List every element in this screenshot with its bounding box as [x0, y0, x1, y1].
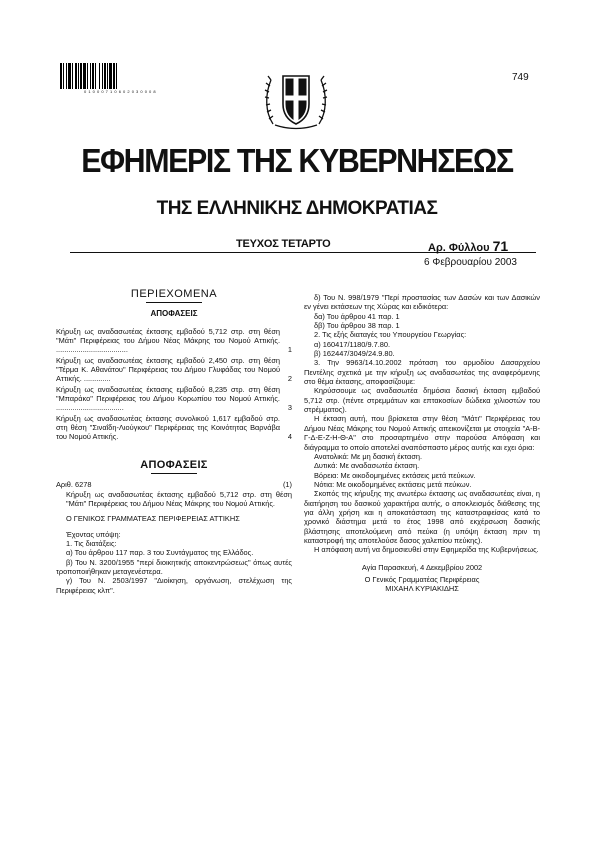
toc-item: [56, 327, 292, 355]
place-date: Αγία Παρασκευή, 4 Δεκεμβρίου 2002: [361, 562, 483, 572]
sheet-label-text: Αρ. Φύλλου: [428, 242, 490, 254]
contents-title: ΠΕΡΙΕΧΟΜΕΝΑ: [130, 288, 218, 300]
ministry-item: β) 162447/3049/24.9.80.: [314, 349, 395, 359]
decision-title: Κήρυξη ως αναδασωτέας έκτασης εμβαδού 5,712 στρ. στη θέση "Μάτι" Περιφέρειας του Δήμου Νέας Μάκρης του Νομού Αττικής.: [66, 489, 292, 508]
boundary-item: Δυτικά: Με αναδασωτέα έκταση.: [314, 461, 420, 471]
contents-rule: [146, 302, 202, 303]
toc-item-text: Κήρυξη ως αναδασωτέας έκτασης εμβαδού 2,450 στρ. στη θέση "Τέρμα Κ. Αθανάτου" Περιφέρειας του Δήμου Γλυφάδας του Νομού Αττικής. .............: [56, 355, 280, 384]
declaration-paragraph: Κηρύσσουμε ως αναδασωτέα δημόσια δασική έκταση εμβαδού 5,712 στρ. (πέντε στρεμμάτων και επτακοσίων δώδεκα χιλιοστών του στρέμματος).: [304, 386, 540, 415]
greek-coat-of-arms-icon: [263, 66, 329, 130]
boundary-item: Ανατολικά: Με μη δασική έκταση.: [314, 451, 423, 461]
decision-authority: Ο ΓΕΝΙΚΟΣ ΓΡΑΜΜΑΤΕΑΣ ΠΕΡΙΦΕΡΕΙΑΣ ΑΤΤΙΚΗΣ: [66, 514, 240, 524]
paragraph-3: 3. Την 9963/14.10.2002 πρόταση του αρμοδίου Δασαρχείου Πεντέλης σχετικά με την κήρυξη ως αναδασωτέας της αναφερόμενης στο θέμα έκτασης, αποφασίζουμε:: [304, 358, 540, 387]
decisions-rule: [151, 473, 197, 474]
toc-item-page: 1: [287, 345, 292, 355]
provisions-heading: 1. Τις διατάξεις:: [66, 538, 117, 548]
signatory-name: ΜΙΧΑΗΛ ΚΥΡΙΑΚΙΔΗΣ: [385, 584, 459, 594]
provision-item: δ) Του Ν. 998/1979 "Περί προστασίας των Δασών και των Δασικών εν γένει εκτάσεων της Χώρας και ειδικότερα:: [304, 293, 540, 312]
description-paragraph: Η έκταση αυτή, που βρίσκεται στην θέση "Μάτι" Περιφέρειας του Δήμου Νέας Μάκρης του Νομού Αττικής απεικονίζεται με στοιχεία "Α-Β-Γ-Δ-Ε-Ζ-Η-Θ-Α" στο προσαρτημένο στην παρούσα Απόφαση και διάγραμμα το οποίο αποτελεί αναπόσπαστο μέρος αυτής και εχει όρια:: [304, 414, 540, 452]
toc-item: [56, 356, 292, 384]
provision-item: γ) Του Ν. 2503/1997 "Διοίκηση, οργάνωση, στελέχωση της Περιφέρειας κλπ".: [56, 576, 292, 595]
decisions-heading: ΑΠΟΦΑΣΕΙΣ: [140, 458, 208, 471]
decision-ref: (1): [282, 480, 292, 490]
barcode-digits: 0 1 0 0 0 7 1 0 6 0 2 0 3 0 0 0 8: [84, 89, 157, 94]
right-column: [304, 293, 540, 594]
sheet-label: [428, 238, 508, 254]
toc-item-text: Κήρυξη ως αναδασωτέας έκτασης εμβαδού 8,235 στρ. στη θέση "Μπαράκο" Περιφέρειας του Δήμου Κορωπίου του Νομού Αττικής. .................................: [56, 384, 280, 413]
left-column: [56, 290, 292, 595]
toc-item-text: Κήρυξη ως αναδασωτέας έκτασης εμβαδού 5,712 στρ. στη θέση "Μάτι" Περιφέρειας του Δήμου Νέας Μάκρης του Νομού Αττικής. ...................................: [56, 326, 280, 355]
toc-item-page: 3: [287, 403, 292, 413]
page-number: 749: [512, 72, 529, 83]
toc-item: [56, 414, 292, 442]
provision-item: β) Του Ν. 3200/1955 "περί διοικητικής αποκεντρώσεως" όπως αυτές τροποποιήθηκαν μεταγενέστερα.: [56, 557, 292, 576]
ministry-heading: 2. Τις εξής διαταγές του Υπουργείου Γεωργίας:: [314, 330, 467, 340]
provision-subitem: δβ) Του άρθρου 38 παρ. 1: [314, 321, 400, 331]
toc-item-page: 2: [287, 374, 292, 384]
contents-subtitle: ΑΠΟΦΑΣΕΙΣ: [150, 309, 198, 319]
provision-subitem: δα) Του άρθρου 41 παρ. 1: [314, 311, 400, 321]
sheet-number: 71: [492, 238, 509, 254]
decision-number: Αριθ. 6278: [56, 480, 92, 490]
signatory-title: Ο Γενικός Γραμματέας Περιφέρειας: [364, 574, 480, 584]
publish-paragraph: Η απόφαση αυτή να δημοσιευθεί στην Εφημερίδα της Κυβερνήσεως.: [314, 545, 539, 555]
ministry-item: α) 160417/1180/9.7.80.: [314, 339, 391, 349]
boundary-item: Νότια: Με οικοδομημένες εκτάσεις μετά πεύκων.: [314, 479, 472, 489]
page-title: ΕΦΗΜΕΡΙΣ ΤΗΣ ΚΥΒΕΡΝΗΣΕΩΣ: [81, 142, 513, 179]
decision-intro: Έχοντας υπόψη:: [66, 529, 121, 539]
barcode: [60, 63, 144, 89]
provision-item: α) Του άρθρου 117 παρ. 3 του Συντάγματος της Ελλάδος.: [66, 548, 254, 558]
toc-item-text: Κήρυξη ως αναδασωτέας έκτασης συνολικού 1,617 εμβαδού στρ. στη θέση "Σιναΐδη-Λιούγκου" Περιφέρειας της Κοινότητας Βαρνάβα του Νομού Αττικής.: [56, 413, 280, 442]
issue-label: ΤΕΥΧΟΣ ΤΕΤΑΡΤΟ: [236, 238, 331, 250]
issue-date: 6 Φεβρουαρίου 2003: [424, 257, 517, 268]
boundary-item: Βόρεια: Με οικοδομημένες εκτάσεις μετά πεύκων.: [314, 470, 476, 480]
purpose-paragraph: Σκοπός της κήρυξης της ανωτέρω έκτασης ως αναδασωτέας είναι, η διατήρηση του δασικού χαρακτήρα αυτής, ο αποκλεισμός διάθεσης της για άλλη χρήση και η αποκατάσταση της καταστραφείσας κατά το χρονικό διάστημα μετά το έτος 1998 από εκχέρσωση δασικής βλάστησης αποτελούμενη από πεύκα (η υπόψη έκταση πριν τη καταστροφή της αποτελούσε δασος χαλεπίου πεύκης).: [304, 489, 540, 545]
decision-number-row: [56, 480, 292, 489]
toc-item: [56, 385, 292, 413]
toc-item-page: 4: [287, 432, 292, 442]
page-subtitle: ΤΗΣ ΕΛΛΗΝΙΚΗΣ ΔΗΜΟΚΡΑΤΙΑΣ: [156, 198, 438, 219]
